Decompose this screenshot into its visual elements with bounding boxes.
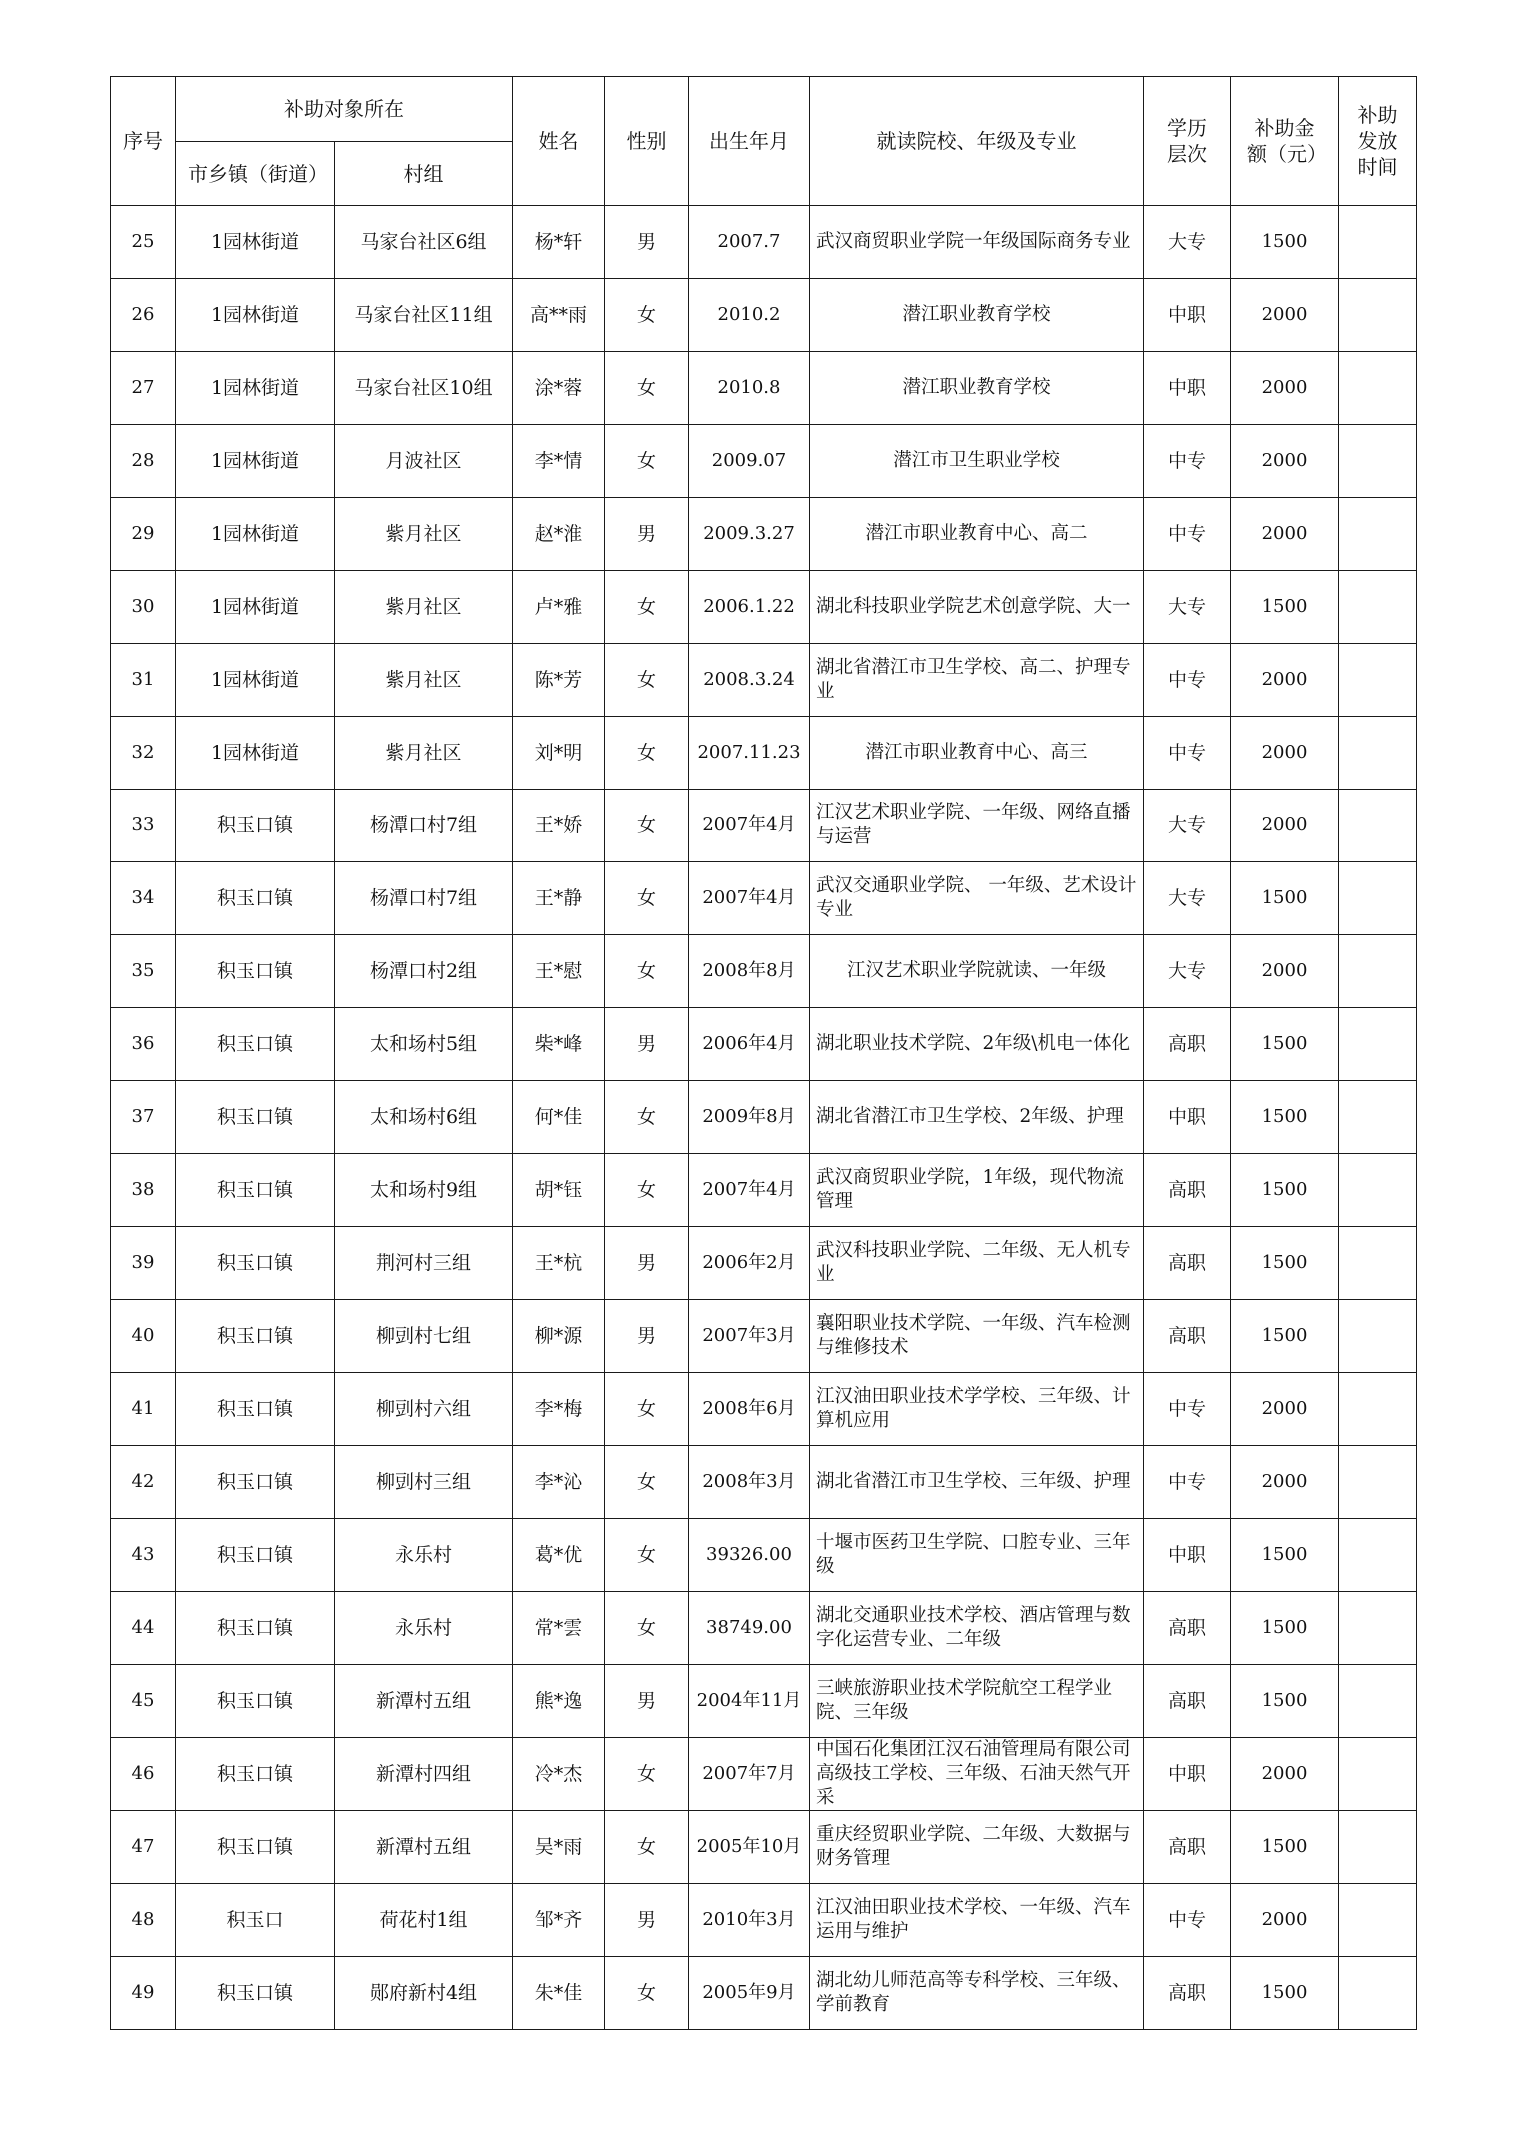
cell-birth: 38749.00 bbox=[689, 1591, 810, 1664]
cell-date bbox=[1339, 1373, 1417, 1446]
cell-name: 何*佳 bbox=[513, 1081, 605, 1154]
cell-birth: 2007年4月 bbox=[689, 1154, 810, 1227]
cell-name: 王*静 bbox=[513, 862, 605, 935]
header-town: 市乡镇（街道） bbox=[176, 142, 335, 206]
header-date: 补助发放时间 bbox=[1339, 77, 1417, 206]
cell-town: 积玉口 bbox=[176, 1883, 335, 1956]
header-village: 村组 bbox=[335, 142, 513, 206]
cell-level: 高职 bbox=[1144, 1227, 1231, 1300]
cell-gender: 男 bbox=[605, 1883, 689, 1956]
cell-village: 紫月社区 bbox=[335, 716, 513, 789]
cell-level: 中职 bbox=[1144, 278, 1231, 351]
table-row bbox=[111, 1300, 1417, 1373]
cell-date bbox=[1339, 424, 1417, 497]
cell-date bbox=[1339, 1737, 1417, 1810]
cell-school: 江汉油田职业技术学学校、三年级、计算机应用 bbox=[810, 1373, 1144, 1446]
cell-level: 中专 bbox=[1144, 497, 1231, 570]
cell-school: 江汉艺术职业学院、一年级、网络直播与运营 bbox=[810, 789, 1144, 862]
table-header bbox=[111, 77, 1417, 206]
header-gender: 性别 bbox=[605, 77, 689, 206]
cell-town: 积玉口镇 bbox=[176, 1154, 335, 1227]
cell-town: 积玉口镇 bbox=[176, 1227, 335, 1300]
cell-level: 中职 bbox=[1144, 351, 1231, 424]
cell-town: 1园林街道 bbox=[176, 278, 335, 351]
cell-date bbox=[1339, 1300, 1417, 1373]
cell-amount: 1500 bbox=[1231, 1300, 1339, 1373]
cell-name: 吴*雨 bbox=[513, 1810, 605, 1883]
cell-birth: 2008年6月 bbox=[689, 1373, 810, 1446]
cell-name: 熊*逸 bbox=[513, 1664, 605, 1737]
cell-gender: 女 bbox=[605, 643, 689, 716]
cell-gender: 女 bbox=[605, 1518, 689, 1591]
cell-birth: 2007年3月 bbox=[689, 1300, 810, 1373]
cell-date bbox=[1339, 716, 1417, 789]
cell-birth: 2006年4月 bbox=[689, 1008, 810, 1081]
cell-amount: 1500 bbox=[1231, 1956, 1339, 2029]
cell-level: 中专 bbox=[1144, 643, 1231, 716]
cell-name: 李*沁 bbox=[513, 1445, 605, 1518]
cell-school: 武汉科技职业学院、二年级、无人机专业 bbox=[810, 1227, 1144, 1300]
cell-village: 荆河村三组 bbox=[335, 1227, 513, 1300]
header-birth: 出生年月 bbox=[689, 77, 810, 206]
cell-level: 大专 bbox=[1144, 206, 1231, 279]
cell-amount: 1500 bbox=[1231, 1591, 1339, 1664]
table-row bbox=[111, 862, 1417, 935]
cell-birth: 2009.3.27 bbox=[689, 497, 810, 570]
cell-index: 29 bbox=[111, 497, 176, 570]
cell-gender: 女 bbox=[605, 1445, 689, 1518]
cell-school: 湖北省潜江市卫生学校、高二、护理专业 bbox=[810, 643, 1144, 716]
cell-school: 十堰市医药卫生学院、口腔专业、三年级 bbox=[810, 1518, 1144, 1591]
cell-village: 柳剅村三组 bbox=[335, 1445, 513, 1518]
cell-date bbox=[1339, 1883, 1417, 1956]
cell-level: 大专 bbox=[1144, 862, 1231, 935]
table-row bbox=[111, 570, 1417, 643]
cell-village: 新潭村五组 bbox=[335, 1664, 513, 1737]
cell-village: 杨潭口村2组 bbox=[335, 935, 513, 1008]
cell-town: 积玉口镇 bbox=[176, 1445, 335, 1518]
cell-village: 太和场村9组 bbox=[335, 1154, 513, 1227]
cell-village: 马家台社区10组 bbox=[335, 351, 513, 424]
cell-birth: 2005年10月 bbox=[689, 1810, 810, 1883]
cell-name: 王*娇 bbox=[513, 789, 605, 862]
cell-index: 44 bbox=[111, 1591, 176, 1664]
cell-school: 武汉商贸职业学院，1年级，现代物流管理 bbox=[810, 1154, 1144, 1227]
cell-gender: 男 bbox=[605, 1008, 689, 1081]
cell-index: 34 bbox=[111, 862, 176, 935]
cell-town: 积玉口镇 bbox=[176, 1518, 335, 1591]
cell-index: 47 bbox=[111, 1810, 176, 1883]
header-level: 学历层次 bbox=[1144, 77, 1231, 206]
cell-village: 新潭村五组 bbox=[335, 1810, 513, 1883]
cell-town: 积玉口镇 bbox=[176, 1081, 335, 1154]
cell-school: 江汉艺术职业学院就读、一年级 bbox=[810, 935, 1144, 1008]
cell-gender: 女 bbox=[605, 1373, 689, 1446]
cell-birth: 2010年3月 bbox=[689, 1883, 810, 1956]
cell-school: 湖北幼儿师范高等专科学校、三年级、学前教育 bbox=[810, 1956, 1144, 2029]
cell-date bbox=[1339, 1664, 1417, 1737]
header-amount: 补助金额（元） bbox=[1231, 77, 1339, 206]
cell-village: 郧府新村4组 bbox=[335, 1956, 513, 2029]
cell-village: 永乐村 bbox=[335, 1591, 513, 1664]
cell-village: 太和场村5组 bbox=[335, 1008, 513, 1081]
cell-amount: 1500 bbox=[1231, 862, 1339, 935]
cell-school: 湖北科技职业学院艺术创意学院、大一 bbox=[810, 570, 1144, 643]
cell-level: 高职 bbox=[1144, 1300, 1231, 1373]
cell-amount: 1500 bbox=[1231, 570, 1339, 643]
cell-index: 37 bbox=[111, 1081, 176, 1154]
cell-town: 1园林街道 bbox=[176, 206, 335, 279]
table-row bbox=[111, 1008, 1417, 1081]
cell-village: 杨潭口村7组 bbox=[335, 862, 513, 935]
cell-gender: 女 bbox=[605, 789, 689, 862]
cell-village: 永乐村 bbox=[335, 1518, 513, 1591]
cell-school: 潜江职业教育学校 bbox=[810, 351, 1144, 424]
cell-amount: 2000 bbox=[1231, 716, 1339, 789]
cell-gender: 女 bbox=[605, 716, 689, 789]
cell-birth: 2010.8 bbox=[689, 351, 810, 424]
cell-date bbox=[1339, 497, 1417, 570]
cell-gender: 女 bbox=[605, 351, 689, 424]
cell-town: 积玉口镇 bbox=[176, 1737, 335, 1810]
cell-birth: 2006年2月 bbox=[689, 1227, 810, 1300]
cell-gender: 女 bbox=[605, 862, 689, 935]
cell-birth: 2008年3月 bbox=[689, 1445, 810, 1518]
cell-gender: 女 bbox=[605, 278, 689, 351]
cell-date bbox=[1339, 1445, 1417, 1518]
cell-gender: 男 bbox=[605, 1664, 689, 1737]
cell-date bbox=[1339, 935, 1417, 1008]
table-row bbox=[111, 1518, 1417, 1591]
table-row bbox=[111, 935, 1417, 1008]
cell-index: 39 bbox=[111, 1227, 176, 1300]
cell-index: 25 bbox=[111, 206, 176, 279]
cell-date bbox=[1339, 643, 1417, 716]
cell-town: 积玉口镇 bbox=[176, 1300, 335, 1373]
cell-level: 中专 bbox=[1144, 1883, 1231, 1956]
cell-level: 中职 bbox=[1144, 1081, 1231, 1154]
cell-village: 马家台社区11组 bbox=[335, 278, 513, 351]
cell-school: 湖北省潜江市卫生学校、三年级、护理 bbox=[810, 1445, 1144, 1518]
cell-school: 江汉油田职业技术学校、一年级、汽车运用与维护 bbox=[810, 1883, 1144, 1956]
cell-index: 48 bbox=[111, 1883, 176, 1956]
cell-date bbox=[1339, 570, 1417, 643]
cell-town: 积玉口镇 bbox=[176, 935, 335, 1008]
cell-index: 45 bbox=[111, 1664, 176, 1737]
cell-village: 紫月社区 bbox=[335, 497, 513, 570]
cell-school: 湖北交通职业技术学校、酒店管理与数字化运营专业、二年级 bbox=[810, 1591, 1144, 1664]
cell-town: 1园林街道 bbox=[176, 351, 335, 424]
cell-town: 积玉口镇 bbox=[176, 862, 335, 935]
cell-gender: 女 bbox=[605, 1081, 689, 1154]
cell-town: 1园林街道 bbox=[176, 570, 335, 643]
cell-index: 35 bbox=[111, 935, 176, 1008]
cell-level: 大专 bbox=[1144, 570, 1231, 643]
cell-amount: 1500 bbox=[1231, 1154, 1339, 1227]
cell-amount: 2000 bbox=[1231, 789, 1339, 862]
cell-name: 朱*佳 bbox=[513, 1956, 605, 2029]
cell-name: 常*雲 bbox=[513, 1591, 605, 1664]
cell-birth: 2007年4月 bbox=[689, 862, 810, 935]
cell-name: 柴*峰 bbox=[513, 1008, 605, 1081]
cell-school: 湖北职业技术学院、2年级\机电一体化 bbox=[810, 1008, 1144, 1081]
cell-village: 月波社区 bbox=[335, 424, 513, 497]
cell-level: 高职 bbox=[1144, 1664, 1231, 1737]
cell-index: 36 bbox=[111, 1008, 176, 1081]
table-row bbox=[111, 497, 1417, 570]
cell-gender: 女 bbox=[605, 570, 689, 643]
cell-birth: 2007.7 bbox=[689, 206, 810, 279]
cell-village: 杨潭口村7组 bbox=[335, 789, 513, 862]
cell-school: 潜江市职业教育中心、高二 bbox=[810, 497, 1144, 570]
cell-name: 赵*淮 bbox=[513, 497, 605, 570]
cell-school: 武汉交通职业学院、 一年级、艺术设计专业 bbox=[810, 862, 1144, 935]
cell-level: 高职 bbox=[1144, 1154, 1231, 1227]
table-row bbox=[111, 1373, 1417, 1446]
cell-gender: 女 bbox=[605, 424, 689, 497]
table-row bbox=[111, 1154, 1417, 1227]
cell-level: 中专 bbox=[1144, 1445, 1231, 1518]
table-row bbox=[111, 1737, 1417, 1810]
cell-amount: 1500 bbox=[1231, 206, 1339, 279]
cell-name: 杨*轩 bbox=[513, 206, 605, 279]
cell-index: 49 bbox=[111, 1956, 176, 2029]
cell-index: 46 bbox=[111, 1737, 176, 1810]
cell-name: 冷*杰 bbox=[513, 1737, 605, 1810]
cell-amount: 2000 bbox=[1231, 497, 1339, 570]
cell-birth: 2007.11.23 bbox=[689, 716, 810, 789]
cell-index: 32 bbox=[111, 716, 176, 789]
cell-name: 李*情 bbox=[513, 424, 605, 497]
cell-name: 李*梅 bbox=[513, 1373, 605, 1446]
cell-birth: 2004年11月 bbox=[689, 1664, 810, 1737]
cell-index: 27 bbox=[111, 351, 176, 424]
header-index: 序号 bbox=[111, 77, 176, 206]
cell-index: 33 bbox=[111, 789, 176, 862]
cell-name: 刘*明 bbox=[513, 716, 605, 789]
table-row bbox=[111, 1591, 1417, 1664]
cell-gender: 女 bbox=[605, 935, 689, 1008]
cell-town: 积玉口镇 bbox=[176, 1664, 335, 1737]
cell-name: 王*杭 bbox=[513, 1227, 605, 1300]
table-row bbox=[111, 351, 1417, 424]
header-name: 姓名 bbox=[513, 77, 605, 206]
cell-village: 太和场村6组 bbox=[335, 1081, 513, 1154]
cell-birth: 2010.2 bbox=[689, 278, 810, 351]
table-row bbox=[111, 424, 1417, 497]
table-body bbox=[111, 206, 1417, 2030]
cell-birth: 2008年8月 bbox=[689, 935, 810, 1008]
cell-school: 潜江市职业教育中心、高三 bbox=[810, 716, 1144, 789]
cell-amount: 2000 bbox=[1231, 1737, 1339, 1810]
subsidy-table bbox=[110, 76, 1417, 2030]
cell-school: 武汉商贸职业学院一年级国际商务专业 bbox=[810, 206, 1144, 279]
cell-town: 积玉口镇 bbox=[176, 1008, 335, 1081]
cell-village: 新潭村四组 bbox=[335, 1737, 513, 1810]
cell-name: 葛*优 bbox=[513, 1518, 605, 1591]
cell-name: 高**雨 bbox=[513, 278, 605, 351]
cell-amount: 2000 bbox=[1231, 935, 1339, 1008]
cell-village: 柳剅村六组 bbox=[335, 1373, 513, 1446]
cell-index: 40 bbox=[111, 1300, 176, 1373]
cell-amount: 1500 bbox=[1231, 1227, 1339, 1300]
cell-level: 高职 bbox=[1144, 1008, 1231, 1081]
cell-birth: 2005年9月 bbox=[689, 1956, 810, 2029]
cell-name: 邹*齐 bbox=[513, 1883, 605, 1956]
cell-date bbox=[1339, 1810, 1417, 1883]
cell-birth: 39326.00 bbox=[689, 1518, 810, 1591]
cell-gender: 女 bbox=[605, 1737, 689, 1810]
cell-birth: 2009.07 bbox=[689, 424, 810, 497]
table-row bbox=[111, 789, 1417, 862]
header-school: 就读院校、年级及专业 bbox=[810, 77, 1144, 206]
cell-gender: 女 bbox=[605, 1591, 689, 1664]
cell-gender: 女 bbox=[605, 1810, 689, 1883]
table-row bbox=[111, 716, 1417, 789]
cell-date bbox=[1339, 278, 1417, 351]
cell-school: 湖北省潜江市卫生学校、2年级、护理 bbox=[810, 1081, 1144, 1154]
cell-amount: 2000 bbox=[1231, 1373, 1339, 1446]
cell-amount: 1500 bbox=[1231, 1008, 1339, 1081]
table-row bbox=[111, 1810, 1417, 1883]
table-row bbox=[111, 206, 1417, 279]
cell-village: 马家台社区6组 bbox=[335, 206, 513, 279]
cell-name: 陈*芳 bbox=[513, 643, 605, 716]
cell-birth: 2007年7月 bbox=[689, 1737, 810, 1810]
cell-gender: 男 bbox=[605, 206, 689, 279]
header-location-group: 补助对象所在 bbox=[176, 77, 513, 142]
cell-index: 30 bbox=[111, 570, 176, 643]
cell-gender: 男 bbox=[605, 497, 689, 570]
cell-town: 1园林街道 bbox=[176, 716, 335, 789]
cell-level: 高职 bbox=[1144, 1591, 1231, 1664]
cell-name: 涂*蓉 bbox=[513, 351, 605, 424]
cell-school: 三峡旅游职业技术学院航空工程学业院、三年级 bbox=[810, 1664, 1144, 1737]
cell-index: 26 bbox=[111, 278, 176, 351]
cell-amount: 2000 bbox=[1231, 1445, 1339, 1518]
table-row bbox=[111, 1081, 1417, 1154]
cell-amount: 2000 bbox=[1231, 424, 1339, 497]
cell-gender: 女 bbox=[605, 1956, 689, 2029]
cell-level: 中职 bbox=[1144, 1737, 1231, 1810]
cell-school: 襄阳职业技术学院、一年级、汽车检测与维修技术 bbox=[810, 1300, 1144, 1373]
cell-birth: 2006.1.22 bbox=[689, 570, 810, 643]
cell-town: 积玉口镇 bbox=[176, 1373, 335, 1446]
cell-school: 潜江市卫生职业学校 bbox=[810, 424, 1144, 497]
table-row bbox=[111, 278, 1417, 351]
cell-index: 43 bbox=[111, 1518, 176, 1591]
cell-date bbox=[1339, 351, 1417, 424]
cell-birth: 2008.3.24 bbox=[689, 643, 810, 716]
cell-date bbox=[1339, 862, 1417, 935]
cell-town: 积玉口镇 bbox=[176, 1810, 335, 1883]
cell-name: 王*慰 bbox=[513, 935, 605, 1008]
cell-amount: 1500 bbox=[1231, 1810, 1339, 1883]
cell-village: 紫月社区 bbox=[335, 570, 513, 643]
cell-town: 1园林街道 bbox=[176, 424, 335, 497]
cell-name: 卢*雅 bbox=[513, 570, 605, 643]
table-row bbox=[111, 643, 1417, 716]
cell-birth: 2007年4月 bbox=[689, 789, 810, 862]
cell-amount: 2000 bbox=[1231, 351, 1339, 424]
cell-level: 中专 bbox=[1144, 716, 1231, 789]
cell-school: 中国石化集团江汉石油管理局有限公司高级技工学校、三年级、石油天然气开采 bbox=[810, 1737, 1144, 1810]
cell-level: 中职 bbox=[1144, 1518, 1231, 1591]
table-row bbox=[111, 1883, 1417, 1956]
cell-level: 中专 bbox=[1144, 1373, 1231, 1446]
cell-level: 大专 bbox=[1144, 935, 1231, 1008]
cell-town: 积玉口镇 bbox=[176, 1591, 335, 1664]
cell-town: 积玉口镇 bbox=[176, 789, 335, 862]
cell-amount: 1500 bbox=[1231, 1664, 1339, 1737]
cell-date bbox=[1339, 789, 1417, 862]
cell-amount: 2000 bbox=[1231, 643, 1339, 716]
cell-amount: 2000 bbox=[1231, 1883, 1339, 1956]
cell-name: 胡*钰 bbox=[513, 1154, 605, 1227]
cell-date bbox=[1339, 206, 1417, 279]
cell-amount: 2000 bbox=[1231, 278, 1339, 351]
table-row bbox=[111, 1445, 1417, 1518]
cell-birth: 2009年8月 bbox=[689, 1081, 810, 1154]
cell-date bbox=[1339, 1008, 1417, 1081]
cell-index: 28 bbox=[111, 424, 176, 497]
cell-school: 潜江职业教育学校 bbox=[810, 278, 1144, 351]
cell-level: 高职 bbox=[1144, 1810, 1231, 1883]
cell-gender: 男 bbox=[605, 1300, 689, 1373]
cell-town: 1园林街道 bbox=[176, 643, 335, 716]
cell-index: 38 bbox=[111, 1154, 176, 1227]
cell-date bbox=[1339, 1591, 1417, 1664]
table-row bbox=[111, 1956, 1417, 2029]
cell-index: 31 bbox=[111, 643, 176, 716]
cell-amount: 1500 bbox=[1231, 1081, 1339, 1154]
cell-town: 积玉口镇 bbox=[176, 1956, 335, 2029]
cell-school: 重庆经贸职业学院、二年级、大数据与财务管理 bbox=[810, 1810, 1144, 1883]
cell-level: 大专 bbox=[1144, 789, 1231, 862]
table-row bbox=[111, 1664, 1417, 1737]
cell-date bbox=[1339, 1518, 1417, 1591]
cell-amount: 1500 bbox=[1231, 1518, 1339, 1591]
cell-index: 41 bbox=[111, 1373, 176, 1446]
cell-village: 柳剅村七组 bbox=[335, 1300, 513, 1373]
cell-gender: 女 bbox=[605, 1154, 689, 1227]
cell-index: 42 bbox=[111, 1445, 176, 1518]
cell-date bbox=[1339, 1154, 1417, 1227]
cell-date bbox=[1339, 1227, 1417, 1300]
cell-gender: 男 bbox=[605, 1227, 689, 1300]
cell-name: 柳*源 bbox=[513, 1300, 605, 1373]
cell-village: 紫月社区 bbox=[335, 643, 513, 716]
cell-level: 中专 bbox=[1144, 424, 1231, 497]
cell-level: 高职 bbox=[1144, 1956, 1231, 2029]
cell-town: 1园林街道 bbox=[176, 497, 335, 570]
cell-date bbox=[1339, 1081, 1417, 1154]
cell-date bbox=[1339, 1956, 1417, 2029]
table-row bbox=[111, 1227, 1417, 1300]
cell-village: 荷花村1组 bbox=[335, 1883, 513, 1956]
